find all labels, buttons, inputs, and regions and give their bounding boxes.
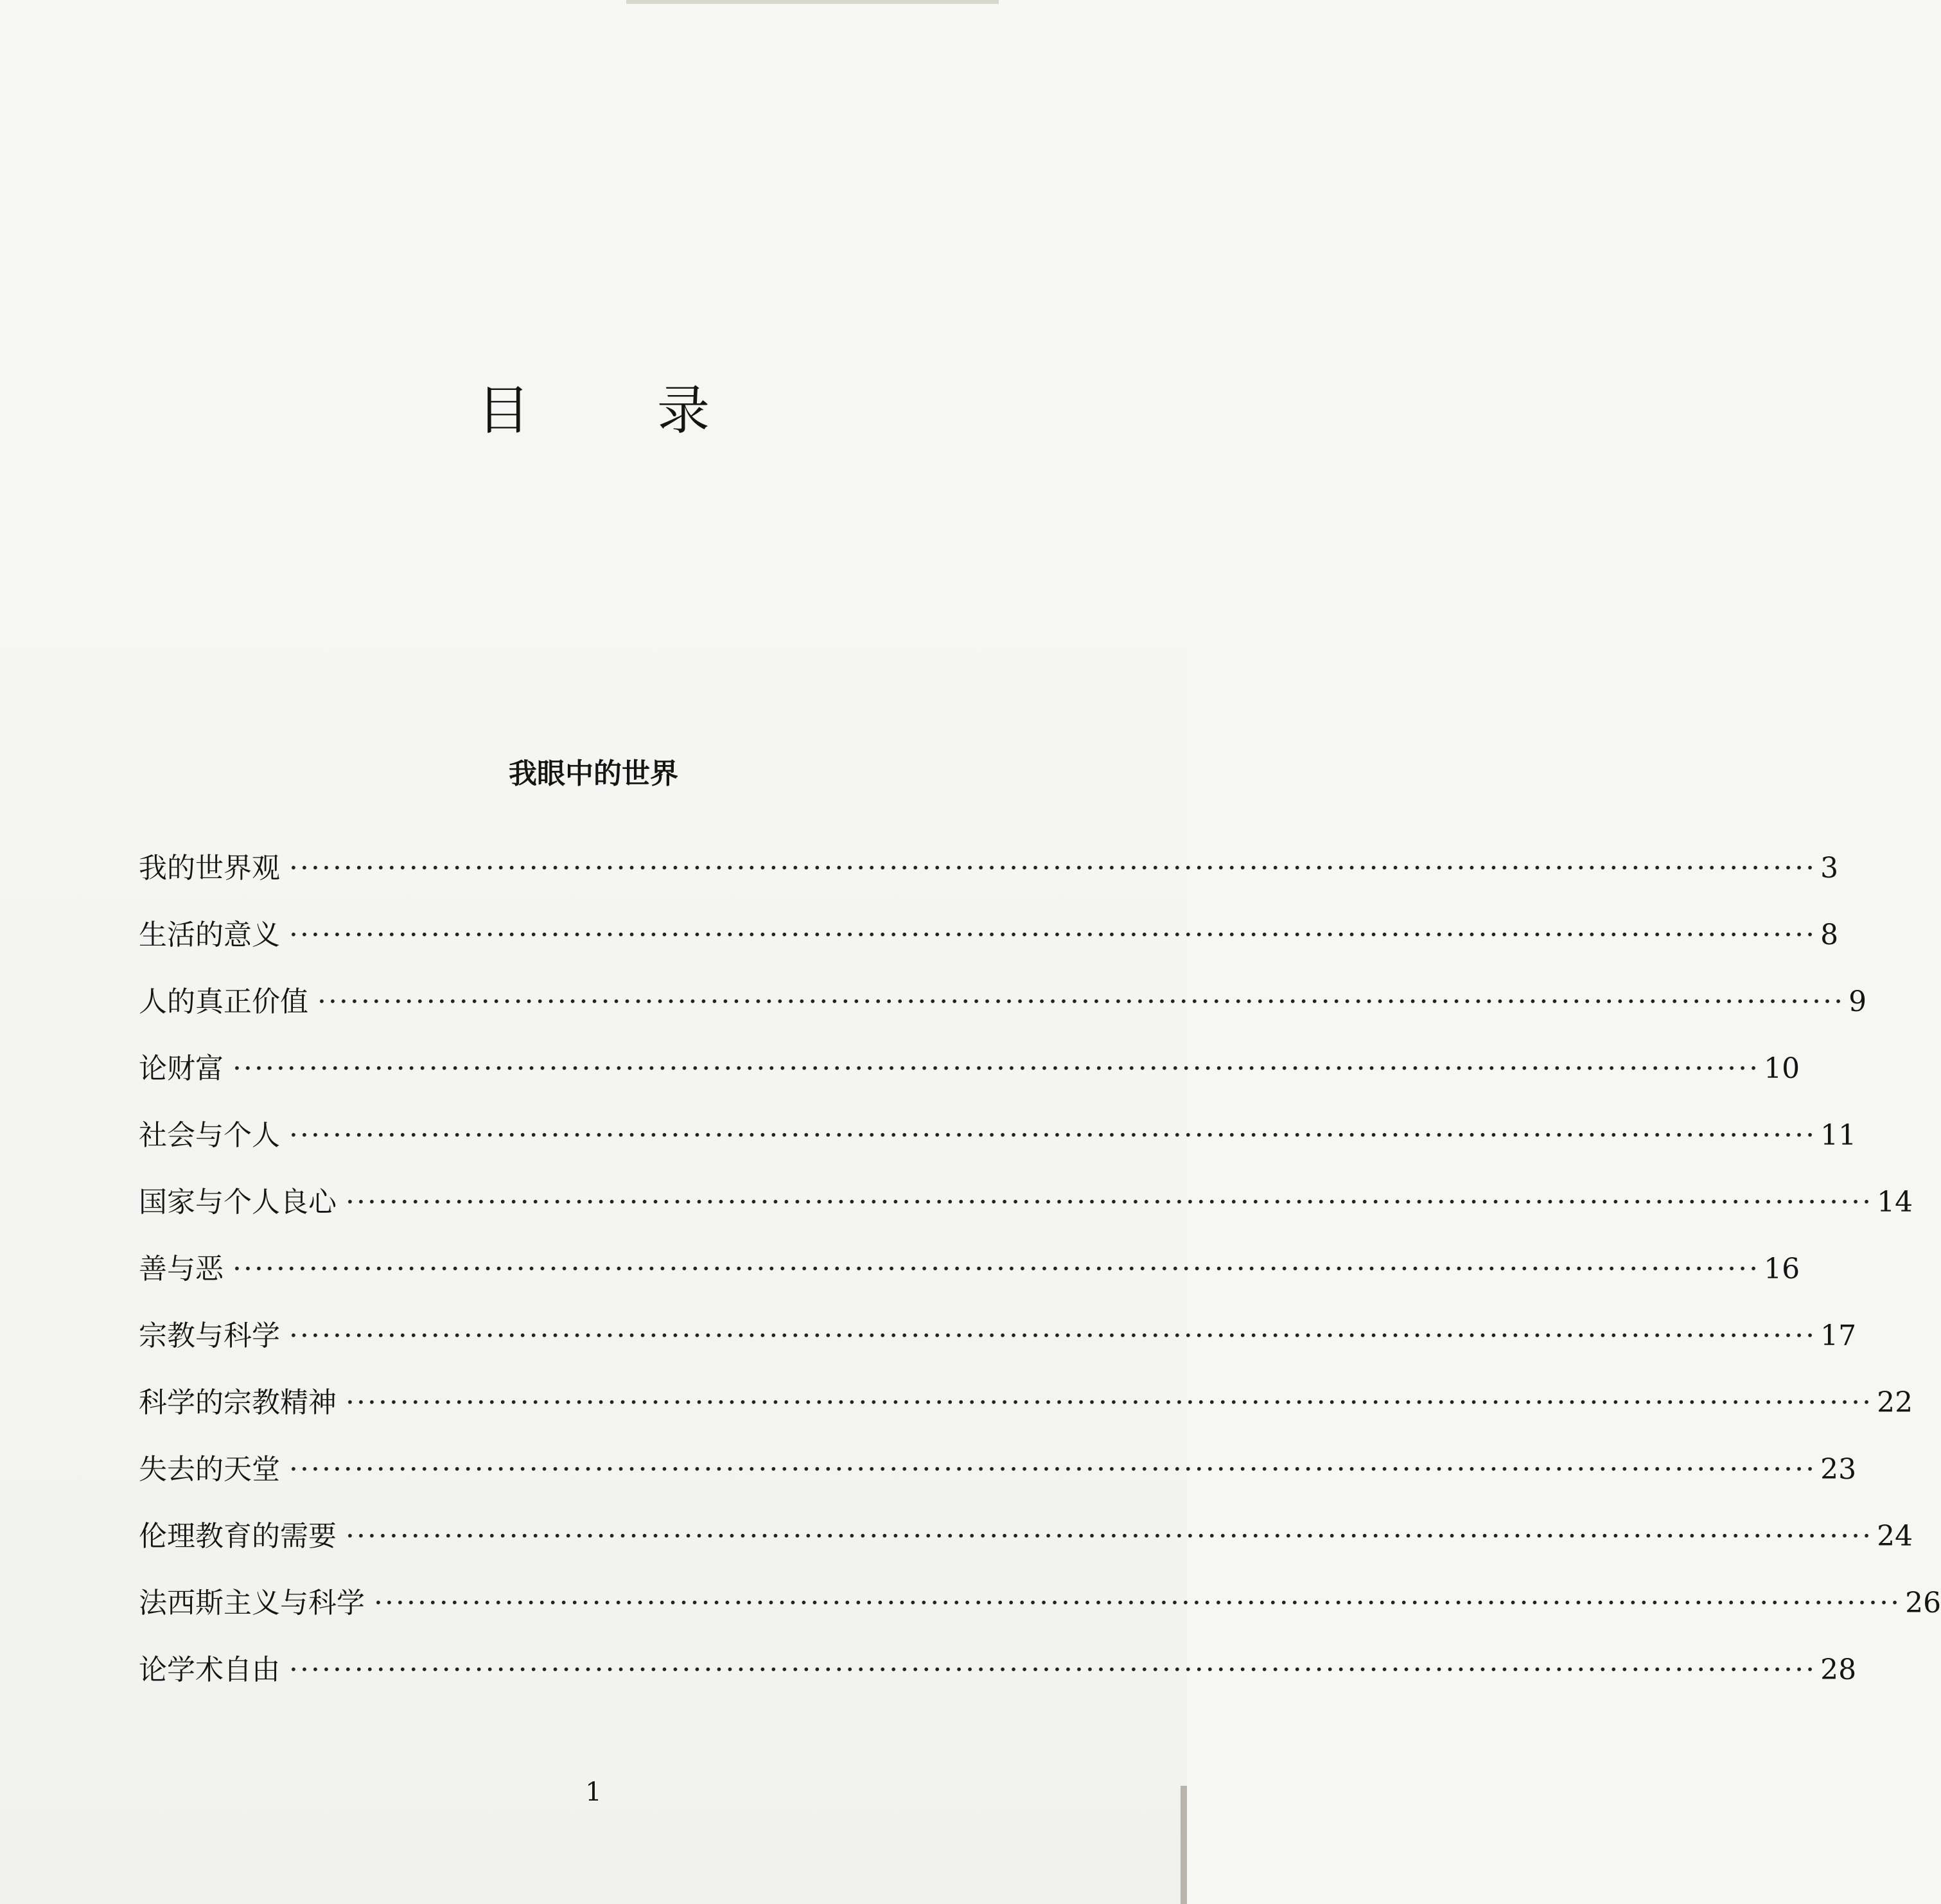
toc-entry-page: 28 xyxy=(1820,1653,1857,1686)
toc-entry xyxy=(139,1183,1913,1222)
toc-entry-page: 8 xyxy=(1820,919,1839,951)
toc-entry xyxy=(139,1050,1800,1088)
toc-entry xyxy=(139,1517,1913,1556)
toc-leader-dots: ············································································································································ xyxy=(289,919,1817,951)
toc-entry-title: 我的世界观 xyxy=(139,852,280,885)
toc-entry-title: 善与恶 xyxy=(139,1253,224,1285)
page-number: 1 xyxy=(585,1777,602,1807)
toc-entry xyxy=(139,1116,1857,1155)
toc-leader-dots: ············································································································································ xyxy=(346,1386,1874,1419)
toc-entry-page: 10 xyxy=(1764,1052,1800,1085)
toc-entry-page: 16 xyxy=(1764,1253,1800,1285)
toc-entry-title: 法西斯主义与科学 xyxy=(139,1587,365,1619)
toc-entry xyxy=(139,1651,1857,1689)
toc-leader-dots: ············································································································································ xyxy=(289,1653,1817,1686)
toc-entry xyxy=(139,1317,1857,1355)
toc-entry xyxy=(139,1250,1800,1289)
toc-entry-page: 3 xyxy=(1820,852,1839,885)
toc-leader-dots: ············································································································································ xyxy=(346,1186,1874,1219)
toc-leader-dots: ············································································································································ xyxy=(374,1587,1902,1619)
toc-entry-title: 论财富 xyxy=(139,1052,224,1085)
toc-entry-title: 社会与个人 xyxy=(139,1119,280,1152)
toc-entry-title: 国家与个人良心 xyxy=(139,1186,337,1219)
toc-entry xyxy=(139,916,1839,955)
toc-leader-dots: ············································································································································ xyxy=(289,1453,1817,1486)
toc-leader-dots: ············································································································································ xyxy=(289,1119,1817,1152)
toc-entry-page: 23 xyxy=(1820,1453,1857,1486)
toc-leader-dots: ············································································································································ xyxy=(233,1052,1761,1085)
toc-entry xyxy=(139,983,1867,1021)
toc-leader-dots: ············································································································································ xyxy=(289,1319,1817,1352)
toc-leader-dots: ············································································································································ xyxy=(317,985,1845,1018)
toc-entry xyxy=(139,1450,1857,1489)
toc-entry xyxy=(139,1584,1941,1623)
toc-entry xyxy=(139,849,1839,888)
toc-leader-dots: ············································································································································ xyxy=(289,852,1817,885)
page-top-edge xyxy=(626,0,999,4)
toc-entry-title: 伦理教育的需要 xyxy=(139,1520,337,1553)
toc-leader-dots: ············································································································································ xyxy=(233,1253,1761,1285)
section-heading: 我眼中的世界 xyxy=(509,757,678,790)
toc-entry-page: 26 xyxy=(1905,1587,1941,1619)
toc-leader-dots: ············································································································································ xyxy=(346,1520,1874,1553)
toc-entry-page: 17 xyxy=(1820,1319,1857,1352)
page-title: 目 录 xyxy=(477,380,747,441)
toc-entry-page: 11 xyxy=(1820,1119,1857,1152)
toc-entry-title: 宗教与科学 xyxy=(139,1319,280,1352)
toc-entry-title: 论学术自由 xyxy=(139,1653,280,1686)
toc-entry-page: 9 xyxy=(1849,985,1867,1018)
toc-entry-page: 22 xyxy=(1877,1386,1913,1419)
toc-entry-title: 失去的天堂 xyxy=(139,1453,280,1486)
toc-entry-title: 人的真正价值 xyxy=(139,985,308,1018)
toc-entry-page: 14 xyxy=(1877,1186,1913,1219)
toc-entry-title: 科学的宗教精神 xyxy=(139,1386,337,1419)
toc-entry-page: 24 xyxy=(1877,1520,1913,1553)
toc-entry xyxy=(139,1384,1913,1422)
toc-entry-title: 生活的意义 xyxy=(139,919,280,951)
